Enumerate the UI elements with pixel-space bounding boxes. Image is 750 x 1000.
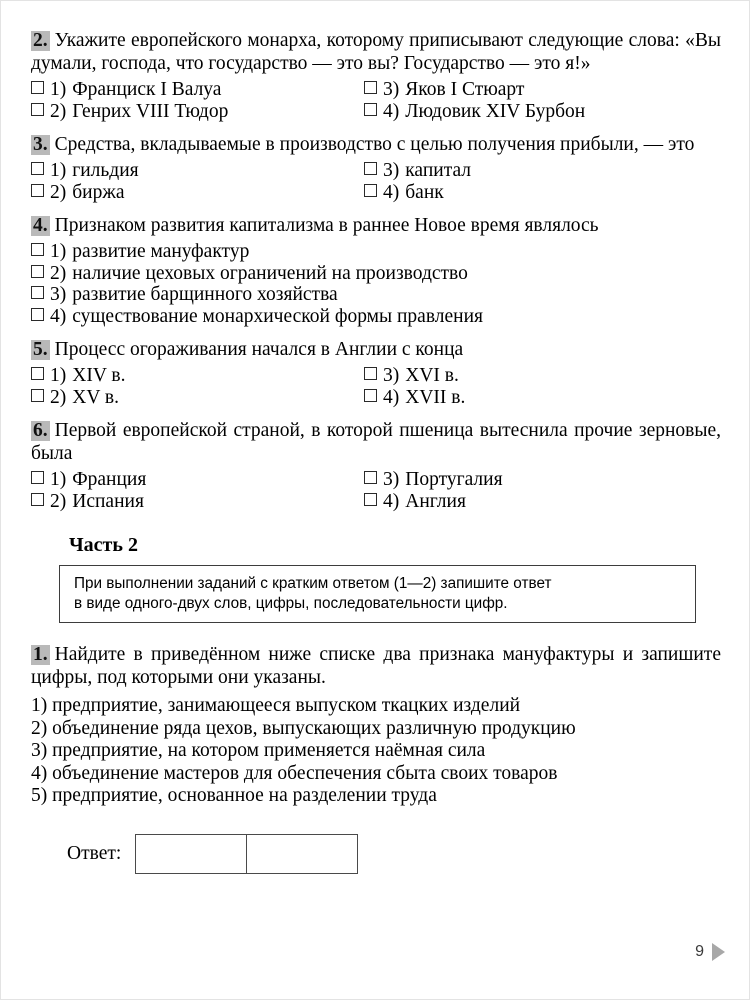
option-text: существование монархической формы правления [72,305,483,327]
question-5 [31,338,721,408]
option-label: 2) [50,262,67,284]
option-label: 4) [383,100,400,122]
option-item[interactable] [31,263,721,285]
checkbox-icon[interactable] [31,184,44,197]
option-text: Англия [405,490,466,512]
option-text: XVI в. [405,365,459,386]
part-2-task-1-number: 1. [33,644,48,665]
option-text: Испания [72,490,144,512]
question-6-text: Первой европейской страной, в которой пшеница вытеснила прочие зерновые, была [31,420,721,464]
option-label: 1) [50,241,67,262]
answer-cell-2[interactable] [247,834,358,873]
checkbox-icon[interactable] [364,367,377,380]
page-number: 9 [695,943,704,960]
question-6-number: 6. [33,420,48,441]
option-label: 4) [50,305,67,327]
checkbox-icon[interactable] [364,471,377,484]
checkbox-icon[interactable] [364,389,377,402]
list-item: 5) предприятие, основанное на разделении труда [31,785,437,806]
question-3 [31,133,721,203]
option-text: XV в. [72,386,120,408]
question-3-number: 3. [33,134,48,155]
checkbox-icon[interactable] [364,493,377,506]
option-text: наличие цеховых ограничений на производство [72,262,468,284]
option-text: Яков I Стюарт [405,79,525,100]
option-text: XIV в. [72,365,126,386]
part-2-task-1 [31,643,721,874]
checkbox-icon[interactable] [364,184,377,197]
checkbox-icon[interactable] [364,81,377,94]
checkbox-icon[interactable] [31,265,44,278]
option-item[interactable] [31,469,364,491]
option-label: 1) [50,469,67,490]
checkbox-icon[interactable] [31,162,44,175]
option-text: Людовик XIV Бурбон [405,100,586,122]
triangle-right-icon[interactable] [712,943,725,961]
option-text: Генрих VIII Тюдор [72,100,229,122]
checkbox-icon[interactable] [31,493,44,506]
question-4-stem [31,214,721,237]
option-text: банк [405,181,444,203]
question-4-number: 4. [33,215,48,236]
answer-row [67,834,721,874]
page-content [31,29,721,885]
option-label: 2) [50,181,67,203]
option-item[interactable] [364,101,697,123]
part-2-task-1-stem [31,643,721,689]
option-text: Франция [72,469,147,490]
option-item[interactable] [364,365,697,387]
option-item[interactable] [364,491,697,513]
option-item[interactable] [31,182,364,204]
option-item[interactable] [31,284,721,306]
option-item[interactable] [31,160,364,182]
option-item[interactable] [364,182,697,204]
question-4-text: Признаком развития капитализма в раннее Новое время являлось [54,215,599,236]
option-label: 2) [50,386,67,408]
part-2-task-1-items [31,695,721,808]
option-label: 2) [50,100,67,122]
option-label: 4) [383,490,400,512]
question-5-number: 5. [33,339,48,360]
question-2 [31,29,721,122]
option-item[interactable] [31,491,364,513]
question-4 [31,214,721,327]
list-item: 2) объединение ряда цехов, выпускающих различную продукцию [31,717,576,739]
option-label: 3) [50,284,67,305]
instruction-line-2: в виде одного-двух слов, цифры, последовательности цифр. [74,594,508,612]
option-label: 2) [50,490,67,512]
checkbox-icon[interactable] [31,308,44,321]
checkbox-icon[interactable] [31,103,44,116]
question-5-text: Процесс огораживания начался в Англии с конца [54,339,464,360]
part-2-title: Часть 2 [69,534,138,556]
option-item[interactable] [364,79,697,101]
option-item[interactable] [31,79,364,101]
checkbox-icon[interactable] [31,243,44,256]
list-item: 1) предприятие, занимающееся выпуском ткацких изделий [31,695,521,716]
question-6 [31,419,721,512]
question-6-stem [31,419,721,465]
option-label: 1) [50,79,67,100]
checkbox-icon[interactable] [31,286,44,299]
option-item[interactable] [31,387,364,409]
option-item[interactable] [31,306,721,328]
question-2-stem [31,29,721,75]
option-text: гильдия [72,160,139,181]
option-label: 4) [383,181,400,203]
option-text: XVII в. [405,386,466,408]
option-text: капитал [405,160,472,181]
option-label: 3) [383,160,400,181]
checkbox-icon[interactable] [364,162,377,175]
option-item[interactable] [31,241,721,263]
option-label: 1) [50,365,67,386]
option-label: 3) [383,365,400,386]
part-2-task-1-text: Найдите в приведённом ниже списке два признака мануфактуры и запишите цифры, под которыми они указаны. [31,644,721,688]
option-item[interactable] [364,469,697,491]
option-item[interactable] [31,101,364,123]
table-row [136,834,358,873]
option-item[interactable] [364,160,697,182]
option-label: 1) [50,160,67,181]
answer-cell-1[interactable] [136,834,247,873]
list-item: 4) объединение мастеров для обеспечения сбыта своих товаров [31,762,558,784]
instruction-line-1: При выполнении заданий с кратким ответом (1—2) запишите ответ [74,575,552,592]
option-item[interactable] [31,365,364,387]
question-2-text: Укажите европейского монарха, которому приписывают следующие слова: «Вы думали, господа, что государство — это вы? Государство — это я!» [31,30,721,74]
question-2-number: 2. [33,30,48,51]
option-text: развитие барщинного хозяйства [72,284,338,305]
question-5-options [31,365,721,408]
checkbox-icon[interactable] [31,367,44,380]
option-item[interactable] [364,387,697,409]
question-3-options [31,160,721,203]
question-3-stem [31,133,721,156]
option-label: 3) [383,469,400,490]
checkbox-icon[interactable] [364,103,377,116]
option-text: развитие мануфактур [72,241,250,262]
question-5-stem [31,338,721,361]
option-text: биржа [72,181,125,203]
answer-label: Ответ: [67,842,122,864]
option-text: Франциск I Валуа [72,79,222,100]
question-6-options [31,469,721,512]
question-4-options [31,241,721,327]
checkbox-icon[interactable] [31,81,44,94]
option-text: Португалия [405,469,503,490]
part-2-instruction-box [59,565,696,623]
option-label: 3) [383,79,400,100]
question-3-text: Средства, вкладываемые в производство с целью получения прибыли, — это [54,134,695,155]
question-2-options [31,79,721,122]
checkbox-icon[interactable] [31,471,44,484]
answer-table [135,834,358,874]
option-label: 4) [383,386,400,408]
checkbox-icon[interactable] [31,389,44,402]
page-footer [695,943,725,961]
list-item: 3) предприятие, на котором применяется наёмная сила [31,740,486,761]
